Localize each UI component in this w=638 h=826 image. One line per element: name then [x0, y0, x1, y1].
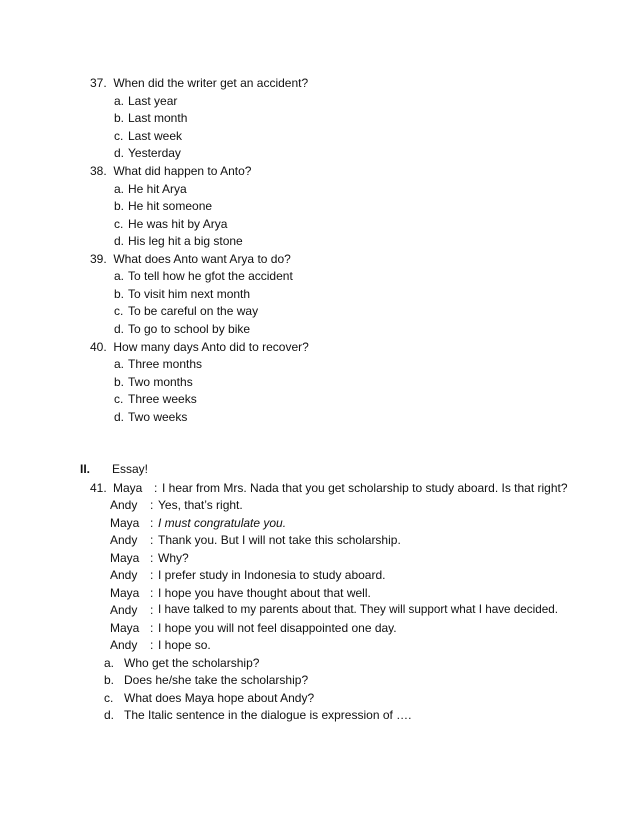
dialogue-colon: :	[150, 568, 154, 582]
option-letter: c.	[114, 129, 124, 143]
dialogue-colon: :	[150, 621, 154, 635]
dialogue-text: I hope you have thought about that well.	[158, 586, 371, 600]
dialogue-speaker: Maya	[110, 516, 140, 530]
section-number: II.	[80, 462, 91, 476]
dialogue-speaker: Maya	[110, 621, 140, 635]
option-text: Three weeks	[128, 392, 197, 406]
option-text: Two weeks	[128, 410, 188, 424]
dialogue-speaker: Andy	[110, 568, 138, 582]
dialogue-speaker: Maya	[113, 481, 143, 495]
dialogue-speaker: Andy	[110, 533, 138, 547]
dialogue-speaker: Maya	[110, 586, 140, 600]
option-letter: b.	[114, 287, 125, 301]
option-letter: d.	[114, 234, 125, 248]
dialogue-colon: :	[150, 638, 154, 652]
subquestion-text: Does he/she take the scholarship?	[124, 673, 309, 687]
option-text: To go to school by bike	[128, 322, 251, 336]
option-text: Last week	[128, 129, 183, 143]
question-number: 38.	[90, 164, 107, 178]
subquestion-letter: c.	[104, 691, 114, 705]
question-37	[90, 76, 308, 90]
dialogue-colon: :	[150, 516, 154, 530]
dialogue-text: I hear from Mrs. Nada that you get scholarship to study aboard. Is that right?	[162, 481, 568, 495]
option-letter: c.	[114, 304, 124, 318]
dialogue-speaker: Maya	[110, 551, 140, 565]
dialogue-text: Yes, that’s right.	[158, 498, 243, 512]
option-letter: c.	[114, 217, 124, 231]
dialogue-colon: :	[150, 586, 154, 600]
option-text: To tell how he gfot the accident	[128, 269, 293, 283]
question-number: 40.	[90, 340, 107, 354]
dialogue-colon: :	[154, 481, 158, 495]
dialogue-colon: :	[150, 533, 154, 547]
dialogue-speaker: Andy	[110, 638, 138, 652]
question-39	[90, 252, 291, 266]
dialogue-colon: :	[150, 551, 154, 565]
question-text: What does Anto want Arya to do?	[113, 252, 291, 266]
subquestion-text: What does Maya hope about Andy?	[124, 691, 315, 705]
option-text: Yesterday	[128, 146, 181, 160]
subquestion-text: The Italic sentence in the dialogue is expression of ….	[124, 708, 412, 722]
dialogue-text: I have talked to my parents about that. They will support what I have decided.	[158, 603, 558, 616]
question-number: 39.	[90, 252, 107, 266]
option-text: He hit Arya	[128, 182, 187, 196]
option-text: Three months	[128, 357, 203, 371]
question-number: 37.	[90, 76, 107, 90]
option-letter: d.	[114, 410, 125, 424]
dialogue-text-italic: I must congratulate you.	[158, 516, 287, 530]
question-40	[90, 340, 309, 354]
option-text: Last year	[128, 94, 178, 108]
dialogue-text: I hope so.	[158, 638, 211, 652]
option-text: To visit him next month	[128, 287, 251, 301]
dialogue-colon: :	[150, 498, 154, 512]
option-letter: a.	[114, 94, 125, 108]
option-text: Two months	[128, 375, 193, 389]
option-letter: d.	[114, 322, 125, 336]
subquestion-text: Who get the scholarship?	[124, 656, 260, 670]
question-38	[90, 164, 251, 178]
option-text: He was hit by Arya	[128, 217, 228, 231]
dialogue-speaker: Andy	[110, 603, 138, 617]
subquestion-letter: d.	[104, 708, 115, 722]
question-number: 41.	[90, 481, 107, 495]
option-letter: b.	[114, 199, 125, 213]
section-title: Essay!	[112, 462, 149, 476]
question-text: When did the writer get an accident?	[113, 76, 309, 90]
option-letter: a.	[114, 182, 125, 196]
dialogue-text: Thank you. But I will not take this scholarship.	[158, 533, 401, 547]
option-letter: a.	[114, 269, 125, 283]
subquestion-letter: b.	[104, 673, 115, 687]
question-text: What did happen to Anto?	[113, 164, 252, 178]
dialogue-text: Why?	[158, 551, 189, 565]
option-letter: a.	[114, 357, 125, 371]
option-letter: b.	[114, 375, 125, 389]
dialogue-text: I prefer study in Indonesia to study aboard.	[158, 568, 386, 582]
dialogue-speaker: Andy	[110, 498, 138, 512]
question-text: How many days Anto did to recover?	[113, 340, 309, 354]
option-letter: b.	[114, 111, 125, 125]
option-text: He hit someone	[128, 199, 213, 213]
dialogue-colon: :	[150, 603, 154, 617]
option-letter: c.	[114, 392, 124, 406]
dialogue-text: I hope you will not feel disappointed one day.	[158, 621, 397, 635]
option-text: To be careful on the way	[128, 304, 259, 318]
option-text: His leg hit a big stone	[128, 234, 243, 248]
option-text: Last month	[128, 111, 188, 125]
subquestion-letter: a.	[104, 656, 115, 670]
option-letter: d.	[114, 146, 125, 160]
